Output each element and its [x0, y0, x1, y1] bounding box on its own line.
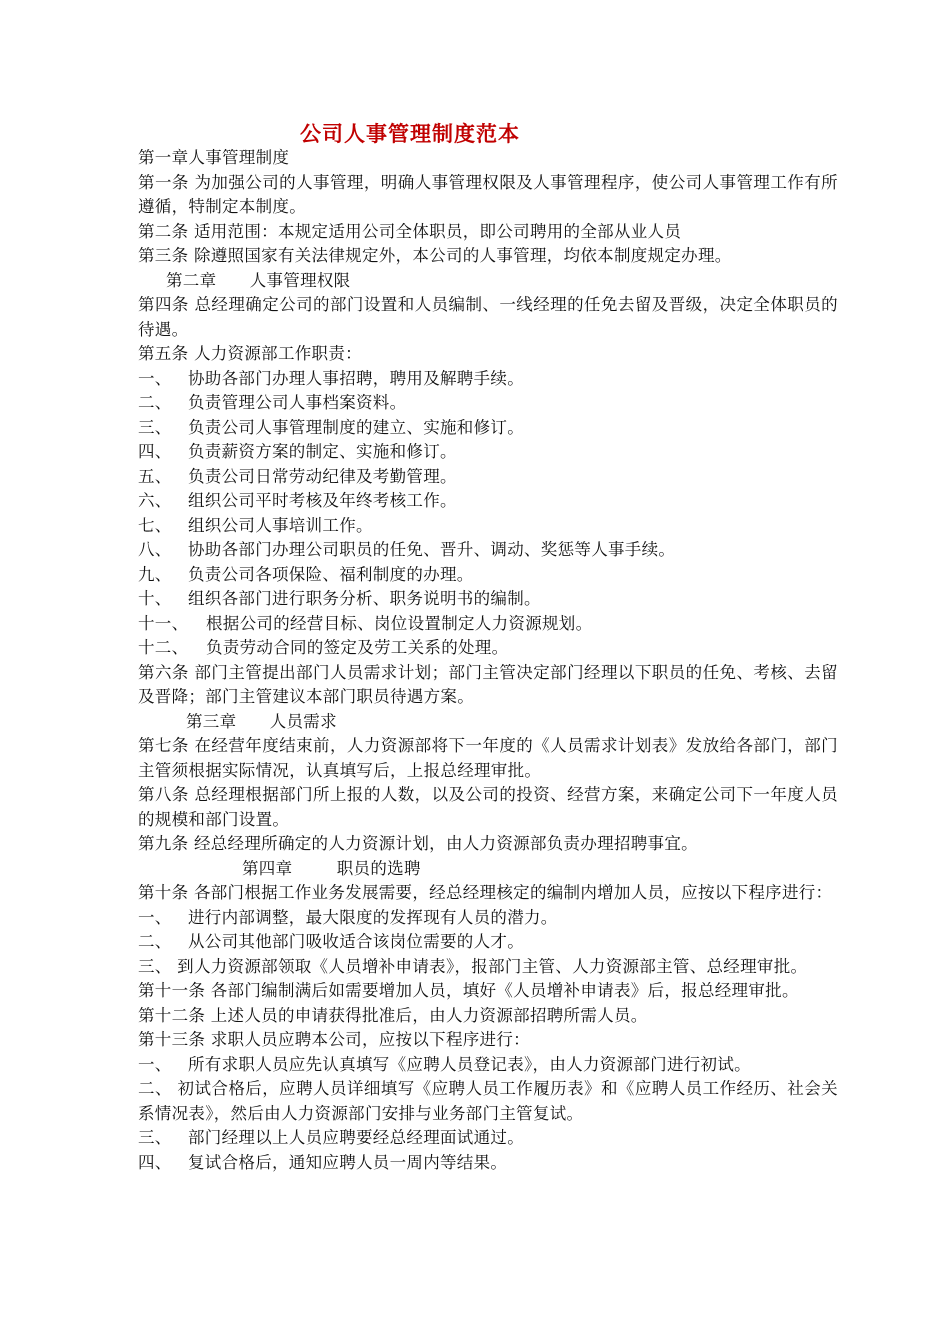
list-number: 二、: [138, 393, 172, 412]
list-number: 十、: [138, 589, 172, 608]
list-item: [138, 465, 838, 490]
list-item: [138, 1151, 838, 1176]
article-paragraph: 第一条 为加强公司的人事管理，明确人事管理权限及人事管理程序，使公司人事管理工作有所遵循，特制定本制度。: [138, 172, 838, 216]
list-item: [138, 440, 838, 465]
list-item: [138, 538, 838, 563]
chapter-heading: 第四章 职员的选聘: [242, 858, 421, 878]
list-number: 七、: [138, 515, 172, 535]
list-number: 一、: [138, 907, 172, 927]
article-paragraph: 第七条 在经营年度结束前，人力资源部将下一年度的《人员需求计划表》发放给各部门，部门主管须根据实际情况，认真填写后，上报总经理审批。: [138, 736, 838, 780]
list-text: 组织公司人事培训工作。: [188, 515, 373, 535]
article-paragraph: 第十条 各部门根据工作业务发展需要，经总经理核定的编制内增加人员，应按以下程序进行：: [138, 883, 833, 902]
document-title: 公司人事管理制度范本: [300, 122, 520, 146]
article-paragraph: 第六条 部门主管提出部门人员需求计划；部门主管决定部门经理以下职员的任免、考核、去留及晋降；部门主管建议本部门职员待遇方案。: [138, 662, 838, 706]
list-number: 四、: [138, 1152, 172, 1172]
list-item: [138, 1126, 838, 1151]
list-text: 所有求职人员应先认真填写《应聘人员登记表》，由人力资源部门进行初试。: [188, 1054, 751, 1074]
list-item: [138, 416, 838, 441]
list-text: 协助各部门办理公司职员的任免、晋升、调动、奖惩等人事手续。: [188, 540, 676, 559]
list-number: 八、: [138, 540, 172, 559]
article-paragraph: 第九条 经总经理所确定的人力资源计划，由人力资源部负责办理招聘事宜。: [138, 834, 698, 853]
list-item: [138, 367, 838, 392]
list-item: [138, 1053, 838, 1078]
chapter-heading: 第三章 人员需求: [186, 711, 337, 731]
list-text: 组织公司平时考核及年终考核工作。: [188, 491, 457, 510]
list-number: 一、: [138, 1054, 172, 1074]
list-number: 三、: [138, 417, 172, 437]
list-number: 二、: [138, 932, 172, 951]
list-item: 二、 初试合格后，应聘人员详细填写《应聘人员工作履历表》和《应聘人员工作经历、社会关系情况表》，然后由人力资源部门安排与业务部门主管复试。: [138, 1079, 838, 1123]
list-item: 三、 到人力资源部领取《人员增补申请表》，报部门主管、人力资源部主管、总经理审批。: [138, 956, 808, 976]
list-item: [138, 587, 838, 612]
chapter-heading: 第二章 人事管理权限: [166, 270, 351, 290]
article-paragraph: 第十三条 求职人员应聘本公司，应按以下程序进行：: [138, 1030, 530, 1049]
list-item: [138, 930, 838, 955]
list-number: 五、: [138, 466, 172, 486]
list-text: 从公司其他部门吸收适合该岗位需要的人才。: [188, 932, 524, 951]
list-number: 九、: [138, 564, 172, 584]
list-item: [138, 906, 838, 931]
list-text: 根据公司的经营目标、岗位设置制定人力资源规划。: [206, 613, 593, 633]
list-text: 负责劳动合同的签定及劳工关系的处理。: [206, 638, 509, 657]
chapter-heading: 第一章人事管理制度: [138, 148, 290, 167]
list-text: 协助各部门办理人事招聘，聘用及解聘手续。: [188, 368, 524, 388]
list-number: 三、: [138, 1128, 172, 1147]
article-paragraph: 第五条 人力资源部工作职责：: [138, 344, 362, 363]
list-text: 负责公司人事管理制度的建立、实施和修订。: [188, 417, 524, 437]
list-text: 负责公司日常劳动纪律及考勤管理。: [188, 466, 457, 486]
list-text: 负责公司各项保险、福利制度的办理。: [188, 564, 474, 584]
list-number: 十一、: [138, 613, 189, 633]
list-item: [138, 489, 838, 514]
article-paragraph: 第四条 总经理确定公司的部门设置和人员编制、一线经理的任免去留及晋级，决定全体职员的待遇。: [138, 295, 838, 339]
list-number: 六、: [138, 491, 172, 510]
article-paragraph: 第三条 除遵照国家有关法律规定外，本公司的人事管理，均依本制度规定办理。: [138, 246, 732, 265]
list-number: 四、: [138, 442, 172, 461]
list-text: 负责薪资方案的制定、实施和修订。: [188, 442, 457, 461]
article-paragraph: 第二条 适用范围：本规定适用公司全体职员，即公司聘用的全部从业人员: [138, 221, 682, 241]
article-paragraph: 第八条 总经理根据部门所上报的人数，以及公司的投资、经营方案，来确定公司下一年度人员的规模和部门设置。: [138, 785, 838, 829]
list-item: [138, 636, 838, 661]
list-text: 进行内部调整，最大限度的发挥现有人员的潜力。: [188, 907, 558, 927]
list-item: [138, 514, 838, 539]
list-item: [138, 612, 838, 637]
article-paragraph: 第十一条 各部门编制满后如需要增加人员，填好《人员增补申请表》后，报总经理审批。: [138, 981, 799, 1000]
article-paragraph: 第十二条 上述人员的申请获得批准后，由人力资源部招聘所需人员。: [138, 1005, 648, 1025]
list-number: 一、: [138, 368, 172, 388]
list-item: [138, 563, 838, 588]
list-text: 复试合格后，通知应聘人员一周内等结果。: [188, 1152, 508, 1172]
list-number: 十二、: [138, 638, 189, 657]
list-text: 组织各部门进行职务分析、职务说明书的编制。: [188, 589, 541, 608]
list-text: 负责管理公司人事档案资料。: [188, 393, 407, 412]
list-item: [138, 391, 838, 416]
document-body: [138, 146, 838, 1175]
list-text: 部门经理以上人员应聘要经总经理面试通过。: [188, 1128, 524, 1147]
